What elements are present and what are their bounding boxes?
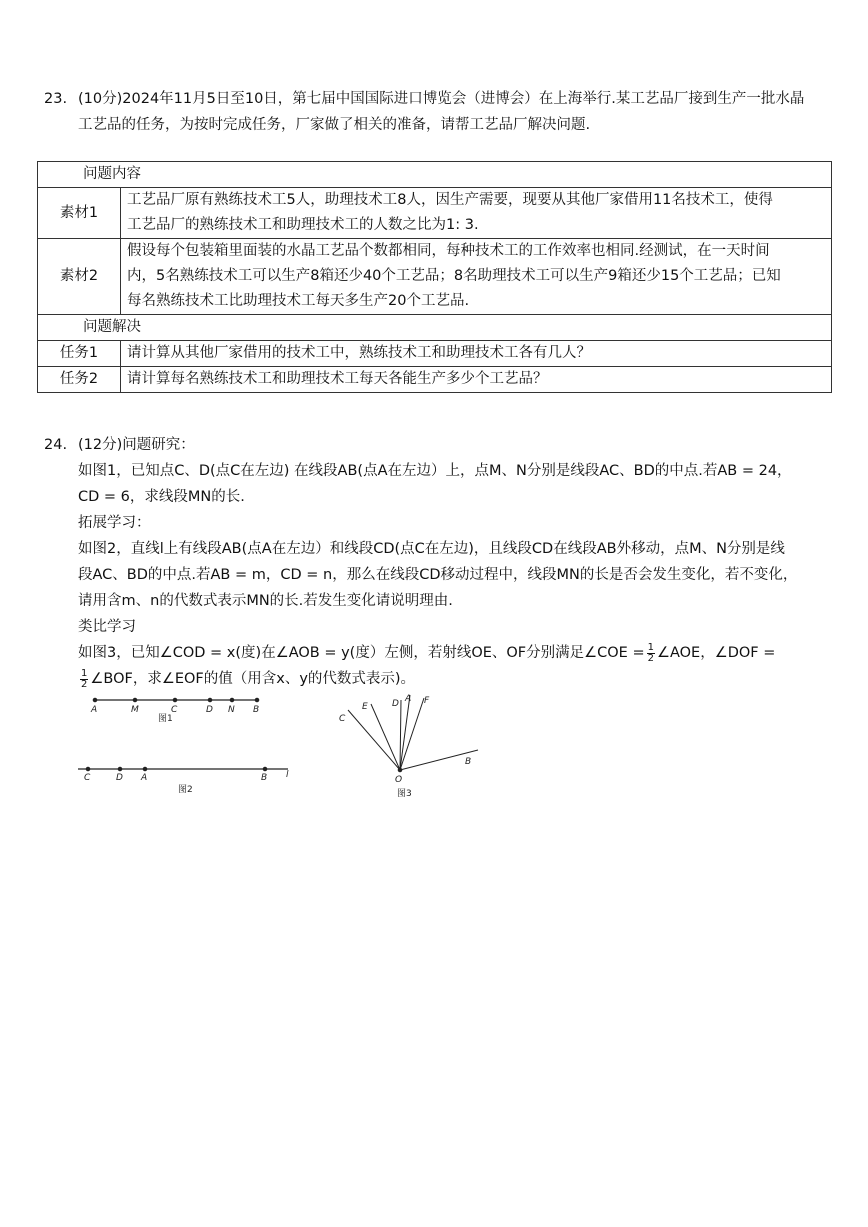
q24-p1-line2: CD = 6，求线段MN的长.	[78, 489, 245, 505]
label-f: F	[424, 696, 430, 706]
ray-oe	[371, 704, 400, 770]
ray-oc	[348, 710, 400, 770]
figure-1-caption: 图1	[158, 714, 173, 724]
label-d: D	[206, 705, 213, 715]
label-e: E	[362, 702, 368, 712]
fraction-half: $\frac{1}{2}$	[647, 641, 654, 664]
point-o	[398, 768, 402, 772]
ray-oa	[400, 695, 410, 770]
task-1-text: 请计算从其他厂家借用的技术工中，熟练技术工和助理技术工各有几人？	[121, 341, 832, 367]
label-n: N	[228, 705, 235, 715]
label-b: B	[465, 757, 472, 767]
point-a	[143, 767, 147, 771]
section-heading: 问题解决	[38, 315, 832, 341]
label-o: O	[395, 775, 403, 785]
q24-heading-3: 类比学习	[78, 619, 136, 635]
point-d	[118, 767, 122, 771]
q23-number: 23.	[44, 91, 68, 107]
point-b	[255, 698, 259, 702]
section-heading: 问题内容	[38, 162, 832, 188]
ray-of	[400, 698, 424, 770]
q24-p3-line1: 如图3，已知∠COD = x(度)在∠AOB = y(度）左侧，若射线OE、OF分别满足∠COE = $\frac{1}{2}$ ∠AOE，∠DOF =	[78, 641, 776, 664]
figure-3-caption: 图3	[397, 789, 412, 799]
point-m	[133, 698, 137, 702]
q23-line2: 工艺品的任务，为按时完成任务，厂家做了相关的准备，请帮工艺品厂解决问题.	[78, 117, 591, 133]
material-1-label: 素材1	[38, 188, 121, 239]
q24-heading-2: 拓展学习：	[78, 515, 151, 531]
task-2-label: 任务2	[38, 367, 121, 393]
figure-2-caption: 图2	[178, 785, 193, 795]
task-1-label: 任务1	[38, 341, 121, 367]
fraction-half: $\frac{1}{2}$	[81, 667, 88, 690]
figure-2	[78, 767, 289, 795]
point-c	[86, 767, 90, 771]
q23-line1: 23. (10分)2024年11月5日至10日，第七届中国国际进口博览会（进博会）在上海举行.某工艺品厂接到生产一批水晶	[44, 86, 834, 112]
point-d	[208, 698, 212, 702]
label-c: C	[339, 714, 346, 724]
label-a: A	[91, 705, 98, 715]
material-2-label: 素材2	[38, 239, 121, 315]
q24-head: 24. (12分)问题研究：	[44, 432, 834, 458]
label-d: D	[116, 773, 123, 783]
label-d: D	[392, 699, 399, 709]
figure-1	[90, 698, 259, 724]
ray-od	[400, 700, 401, 770]
point-c	[173, 698, 177, 702]
material-2-text: 假设每个包装箱里面装的水晶工艺品个数都相同，每种技术工的工作效率也相同.经测试，在一天时间 内，5名熟练技术工可以生产8箱还少40个工艺品；8名助理技术工可以生产9箱还少15个工艺品；已知 每名熟练技术工比助理技术工每天多生产20个工艺品.	[121, 239, 832, 315]
label-c: C	[84, 773, 91, 783]
label-m: M	[131, 705, 139, 715]
task-2-text: 请计算每名熟练技术工和助理技术工每天各能生产多少个工艺品？	[121, 367, 832, 393]
q24-p2-line2: 段AC、BD的中点.若AB = m，CD = n，那么在线段CD移动过程中，线段MN的长是否会发生变化，若不变化，	[78, 567, 798, 583]
figure-3	[339, 694, 478, 799]
point-b	[263, 767, 267, 771]
q24-p1-line1: 如图1，已知点C、D(点C在左边) 在线段AB(点A在左边）上，点M、N分别是线段AC、BD的中点.若AB = 24，	[78, 463, 792, 479]
material-1-text: 工艺品厂原有熟练技术工5人，助理技术工8人，因生产需要，现要从其他厂家借用11名技术工，使得 工艺品厂的熟练技术工和助理技术工的人数之比为1: 3.	[121, 188, 832, 239]
label-l: l	[286, 770, 289, 780]
q24-p2-line3: 请用含m、n的代数式表示MN的长.若发生变化请说明理由.	[78, 593, 453, 609]
label-a: A	[141, 773, 148, 783]
q24-number: 24.	[44, 437, 68, 453]
point-a	[93, 698, 97, 702]
q24-p2-line1: 如图2，直线l上有线段AB(点A在左边）和线段CD(点C在左边)，且线段CD在线段AB外移动，点M、N分别是线	[78, 541, 785, 557]
q24-p3-line2: $\frac{1}{2}$ ∠BOF，求∠EOF的值（用含x、y的代数式表示)。	[81, 667, 416, 690]
label-a: A	[405, 694, 412, 704]
label-b: B	[261, 773, 268, 783]
label-c: C	[171, 705, 178, 715]
point-n	[230, 698, 234, 702]
label-b: B	[253, 705, 260, 715]
